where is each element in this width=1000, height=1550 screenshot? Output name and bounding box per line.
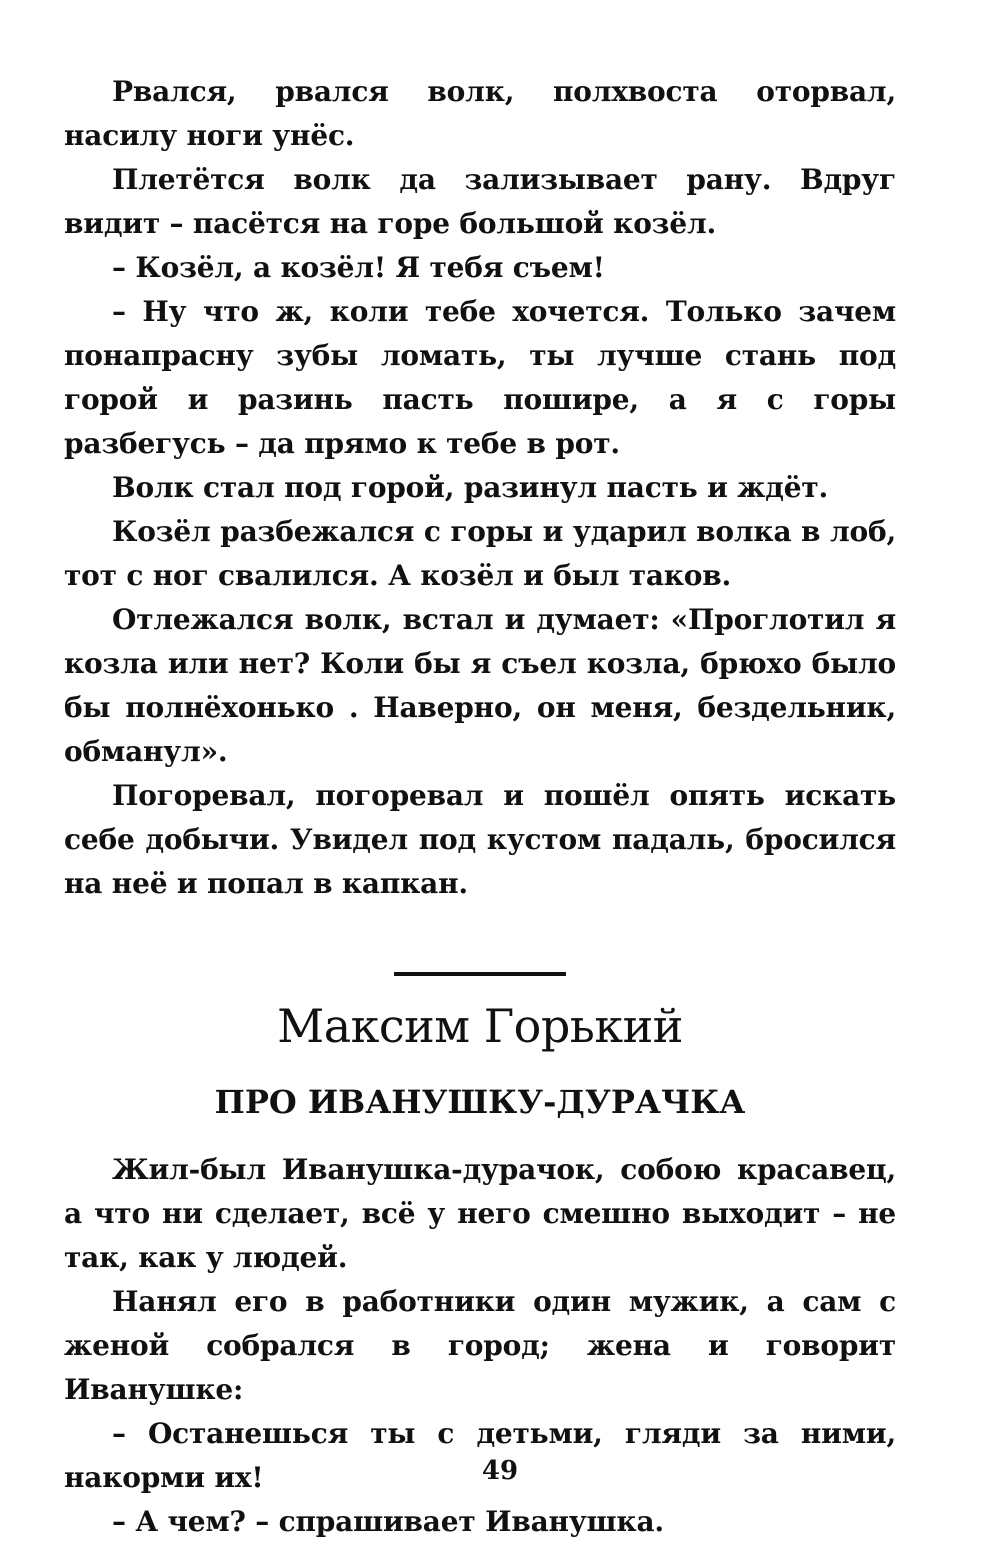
- page-content: [64, 70, 896, 1544]
- dialog-line: – А чем? – спрашивает Иванушка.: [112, 1505, 664, 1538]
- paragraph: Плетётся волк да зализывает рану. Вдруг видит – пасётся на горе большой козёл.: [64, 163, 896, 240]
- author-name: Максим Горький: [277, 999, 683, 1053]
- paragraph: Отлежался волк, встал и думает: «Проглотил я козла или нет? Коли бы я съел козла, брюхо было бы полнёхонько . Наверно, он меня, бездельник, обманул».: [64, 603, 896, 768]
- paragraph: Нанял его в работники один мужик, а сам с женой собрался в город; жена и говорит Иванушке:: [64, 1285, 896, 1406]
- story-text-top: [64, 70, 896, 906]
- paragraph: Рвался, рвался волк, полхвоста оторвал, насилу ноги унёс.: [64, 75, 896, 152]
- dialog-line: – Ну что ж, коли тебе хочется. Только зачем понапрасну зубы ломать, ты лучше стань под горой и разинь пасть пошире, а я с горы разбегусь – да прямо к тебе в рот.: [64, 295, 896, 460]
- paragraph: Погоревал, погоревал и пошёл опять искать себе добычи. Увидел под кустом падаль, бросился на неё и попал в капкан.: [64, 779, 896, 900]
- paragraph: Волк стал под горой, разинул пасть и ждёт.: [112, 471, 829, 504]
- section-divider: [394, 972, 566, 976]
- page-number: 49: [481, 1456, 519, 1486]
- paragraph: Жил-был Иванушка-дурачок, собою красавец, а что ни сделает, всё у него смешно выходит – не так, как у людей.: [64, 1153, 896, 1274]
- dialog-line: – Козёл, а козёл! Я тебя съем!: [112, 251, 605, 284]
- paragraph: Козёл разбежался с горы и ударил волка в лоб, тот с ног свалился. А козёл и был таков.: [64, 515, 896, 592]
- dialog-line: – Останешься ты с детьми, гляди за ними, накорми их!: [64, 1417, 896, 1494]
- story-title: ПРО ИВАНУШКУ-ДУРАЧКА: [214, 1083, 746, 1121]
